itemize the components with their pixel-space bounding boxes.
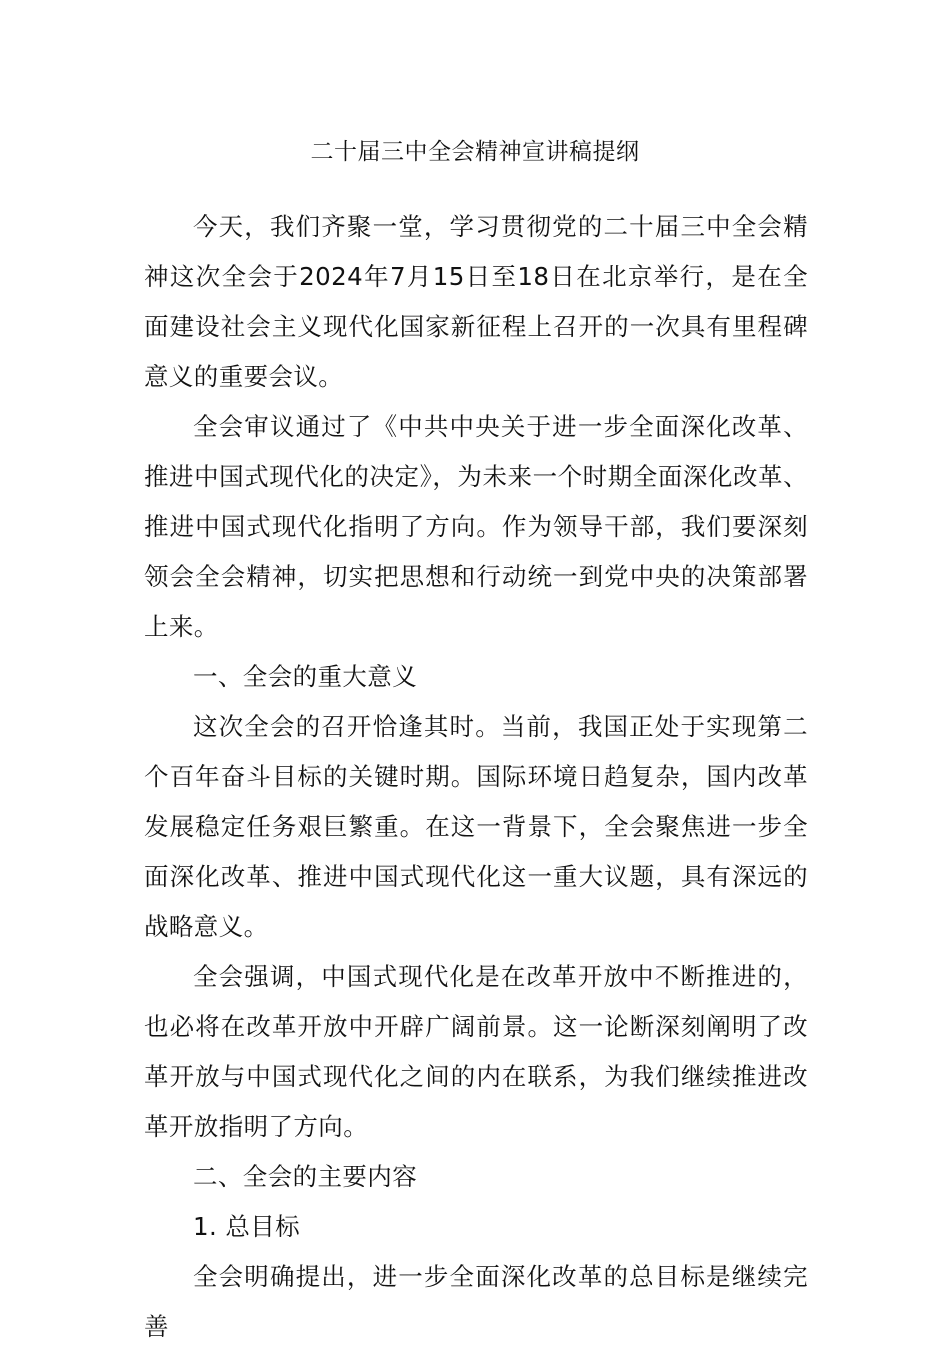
section-heading-significance: 一、全会的重大意义: [193, 662, 418, 691]
paragraph-goal: 全会明确提出，进一步全面深化改革的总目标是继续完善: [144, 1262, 808, 1341]
paragraph-timing: 这次全会的召开恰逢其时。当前，我国正处于实现第二个百年奋斗目标的关键时期。国际环境日趋复杂，国内改革发展稳定任务艰巨繁重。在这一背景下，全会聚焦进一步全面深化改革、推进中国式现代化这一重大议题，具有深远的战略意义。: [144, 712, 808, 941]
subheading-overall-goal: 1. 总目标: [193, 1212, 301, 1241]
paragraph-decision: 全会审议通过了《中共中央关于进一步全面深化改革、推进中国式现代化的决定》，为未来一个时期全面深化改革、推进中国式现代化指明了方向。作为领导干部，我们要深刻领会全会精神，切实把思想和行动统一到党中央的决策部署上来。: [144, 412, 808, 641]
paragraph-emphasis: 全会强调，中国式现代化是在改革开放中不断推进的，也必将在改革开放中开辟广阔前景。这一论断深刻阐明了改革开放与中国式现代化之间的内在联系，为我们继续推进改革开放指明了方向。: [144, 962, 808, 1141]
section-heading-content: 二、全会的主要内容: [193, 1162, 418, 1191]
document-body: [144, 202, 808, 1352]
document-title: 二十届三中全会精神宣讲稿提纲: [310, 139, 640, 165]
paragraph-intro: 今天，我们齐聚一堂，学习贯彻党的二十届三中全会精神这次全会于2024年7月15日至18日在北京举行，是在全面建设社会主义现代化国家新征程上召开的一次具有里程碑意义的重要会议。: [144, 212, 808, 391]
